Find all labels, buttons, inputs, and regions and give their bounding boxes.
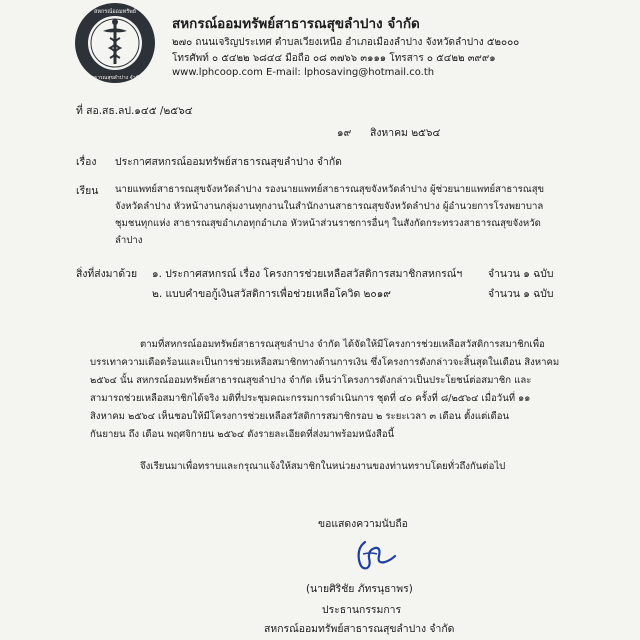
subject-text: ประกาศสหกรณ์ออมทรัพย์สาธารณสุขลำปาง จำกัด <box>115 156 342 168</box>
date-day: ๑๙ <box>337 127 352 139</box>
body-paragraph-line: บรรเทาความเดือดร้อนและเป็นการช่วยเหลือสมาชิกทางด้านการเงิน ซึ่งโครงการดังกล่าวจะสิ้นสุดในเดือน สิงหาคม <box>90 357 560 368</box>
enclosure-qty: จำนวน ๑ ฉบับ <box>488 288 554 300</box>
signer-org: สหกรณ์ออมทรัพย์สาธารณสุขลำปาง จำกัด <box>264 623 455 635</box>
body-paragraph-line: กันยายน ถึง เดือน พฤศจิกายน ๒๕๖๔ ดังรายละเอียดที่ส่งมาพร้อมหนังสือนี้ <box>90 429 395 440</box>
subject-label: เรื่อง <box>76 156 97 168</box>
recipient-label: เรียน <box>76 185 99 197</box>
date-month-year: สิงหาคม ๒๕๖๔ <box>370 127 441 139</box>
body-paragraph-line: สามารถช่วยเหลือสมาชิกได้จริง มติที่ประชุมคณะกรรมการดำเนินการ ชุดที่ ๔๐ ครั้งที่ ๘/๒๕๖๔ เมื่อวันที่ ๑๑ <box>90 393 531 404</box>
org-web-email: www.lphcoop.com E-mail: lphosaving@hotmail.co.th <box>172 67 435 78</box>
body-paragraph-line: ๒๕๖๔ นั้น สหกรณ์ออมทรัพย์สาธารณสุขลำปาง จำกัด เห็นว่าโครงการดังกล่าวเป็นประโยชน์ต่อสมาชิก และ <box>90 375 532 386</box>
org-name: สหกรณ์ออมทรัพย์สาธารณสุขลำปาง จำกัด <box>172 16 420 32</box>
logo-bottom-text: สาธารณสุขลำปาง จำกัด <box>88 75 142 81</box>
recipient-line: ชุมชนทุกแห่ง สาธารณสุขอำเภอทุกอำเภอ หัวหน้าส่วนราชการอื่นๆ ในสังกัดกระทรวงสาธารณสุขจังหวัด <box>115 218 541 229</box>
enclosures-label: สิ่งที่ส่งมาด้วย <box>76 268 138 280</box>
recipient-line: นายแพทย์สาธารณสุขจังหวัดลำปาง รองนายแพทย์สาธารณสุขจังหวัดลำปาง ผู้ช่วยนายแพทย์สาธารณสุข <box>115 184 545 195</box>
signer-position: ประธานกรรมการ <box>322 604 402 616</box>
org-address: ๒๗๐ ถนนเจริญประเทศ ตำบลเวียงเหนือ อำเภอเมืองลำปาง จังหวัดลำปาง ๕๒๐๐๐ <box>172 37 520 48</box>
org-phone: โทรศัพท์ ๐ ๕๔๒๒ ๖๘๔๔ มือถือ ๐๘ ๓๗๖๖ ๓๑๑๑ โทรสาร ๐ ๕๔๒๒ ๓๙๙๑ <box>172 53 496 64</box>
recipient-line: ลำปาง <box>115 235 143 246</box>
enclosure-item: ๑. ประกาศสหกรณ์ เรื่อง โครงการช่วยเหลือสวัสดิการสมาชิกสหกรณ์ฯ <box>152 268 463 280</box>
signer-name: (นายศิริชัย ภัทรนุธาพร) <box>306 583 413 595</box>
body-paragraph-line: ตามที่สหกรณ์ออมทรัพย์สาธารณสุขลำปาง จำกัด ได้จัดให้มีโครงการช่วยเหลือสวัสดิการสมาชิกเพื่อ <box>140 339 545 350</box>
signature-image <box>347 538 397 574</box>
enclosure-qty: จำนวน ๑ ฉบับ <box>488 268 554 280</box>
logo-top-text: สหกรณ์ออมทรัพย์ <box>93 9 137 15</box>
reference-number: ที่ สอ.สธ.ลป.๑๔๕ /๒๕๖๔ <box>76 105 193 117</box>
recipient-line: จังหวัดลำปาง หัวหน้างานกลุ่มงานทุกงานในสำนักงานสาธารณสุขจังหวัดลำปาง ผู้อำนวยการโรงพยาบาล <box>115 201 544 212</box>
enclosure-item: ๒. แบบคำขอกู้เงินสวัสดิการเพื่อช่วยเหลือโควิด ๒๐๑๙ <box>152 288 391 300</box>
closing: ขอแสดงความนับถือ <box>318 518 408 530</box>
cooperative-seal-logo <box>74 2 156 84</box>
body-paragraph-2: จึงเรียนมาเพื่อทราบและกรุณาแจ้งให้สมาชิกในหน่วยงานของท่านทราบโดยทั่วถึงกันต่อไป <box>140 461 506 472</box>
body-paragraph-line: สิงหาคม ๒๕๖๔ เห็นชอบให้มีโครงการช่วยเหลือสวัสดิการสมาชิกรอบ ๒ ระยะเวลา ๓ เดือน ตั้งแต่เดือน <box>90 411 510 422</box>
